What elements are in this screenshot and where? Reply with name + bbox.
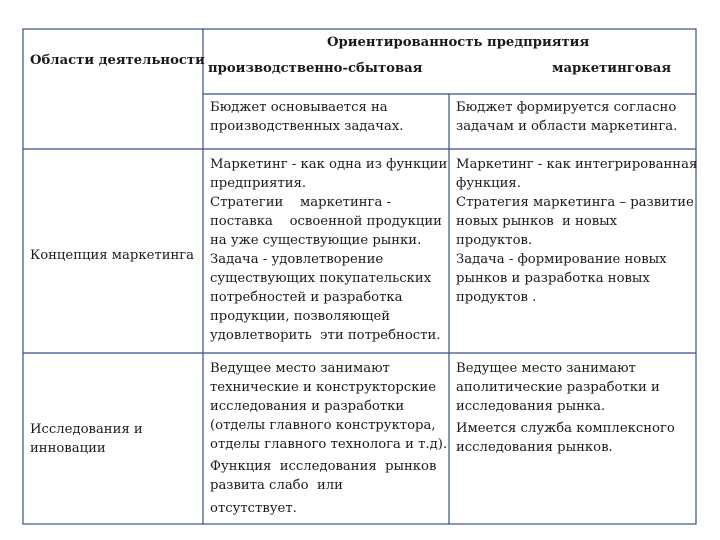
cell-line: новых рынков и новых [456, 214, 618, 229]
cell-line: продукции, позволяющей [210, 309, 391, 324]
cell-line: продуктов. [456, 233, 533, 248]
cell-line: существующих покупательских [210, 271, 432, 286]
cell-line: Бюджет формируется согласно [456, 100, 677, 115]
cell-line: исследования рынков. [456, 440, 613, 455]
concept-marketing-cell [456, 155, 697, 307]
budget-marketing-cell [456, 98, 677, 136]
cell-line: продуктов . [456, 290, 537, 305]
cell-line: исследования и разработки [210, 399, 405, 414]
cell-line: Исследования и [30, 422, 143, 437]
research-marketing-cell [456, 359, 675, 457]
cell-line: потребностей и разработка [210, 290, 403, 305]
cell-line: Функция исследования рынков [210, 459, 437, 474]
cell-line: аполитические разработки и [456, 380, 660, 395]
header-production-sales: производственно-сбытовая [208, 61, 423, 76]
cell-line: функция. [456, 176, 521, 191]
cell-line: (отделы главного конструктора, [210, 418, 436, 433]
cell-line: Задача - удовлетворение [210, 252, 384, 267]
row-label-research-innovation [30, 420, 143, 458]
cell-line: Задача - формирование новых [456, 252, 667, 267]
cell-line: Маркетинг - как одна из функции [210, 157, 448, 172]
cell-line: Стратегия маркетинга – развитие [456, 195, 694, 210]
row-label-marketing-concept: Концепция маркетинга [30, 248, 195, 263]
cell-line: поставка освоенной продукции [210, 214, 442, 229]
header-areas: Области деятельности [30, 53, 205, 68]
cell-line: Маркетинг - как интегрированная [456, 157, 698, 172]
header-orientation: Ориентированность предприятия [327, 35, 590, 50]
cell-line: отделы главного технолога и т.д). [210, 437, 448, 452]
cell-line: Имеется служба комплексного [456, 421, 675, 436]
cell-line: задачам и области маркетинга. [456, 119, 678, 134]
research-production-cell [210, 359, 447, 518]
concept-production-cell [210, 155, 447, 345]
cell-line: рынков и разработка новых [456, 271, 650, 286]
cell-line: производственных задачах. [210, 119, 404, 134]
cell-line: Ведущее место занимают [456, 361, 636, 376]
budget-production-cell [210, 98, 404, 136]
cell-line: Бюджет основывается на [210, 100, 388, 115]
cell-line: на уже существующие рынки. [210, 233, 422, 248]
cell-line: Стратегии маркетинга - [210, 195, 391, 210]
cell-line: предприятия. [210, 176, 307, 191]
cell-line: отсутствует. [210, 501, 297, 516]
cell-line: Ведущее место занимают [210, 361, 390, 376]
cell-line: развита слабо или [210, 478, 343, 493]
cell-line: технические и конструкторские [210, 380, 437, 395]
cell-line: инновации [30, 441, 106, 456]
cell-line: исследования рынка. [456, 399, 606, 414]
cell-line: удовлетворить эти потребности. [210, 328, 441, 343]
header-marketing: маркетинговая [552, 61, 672, 76]
